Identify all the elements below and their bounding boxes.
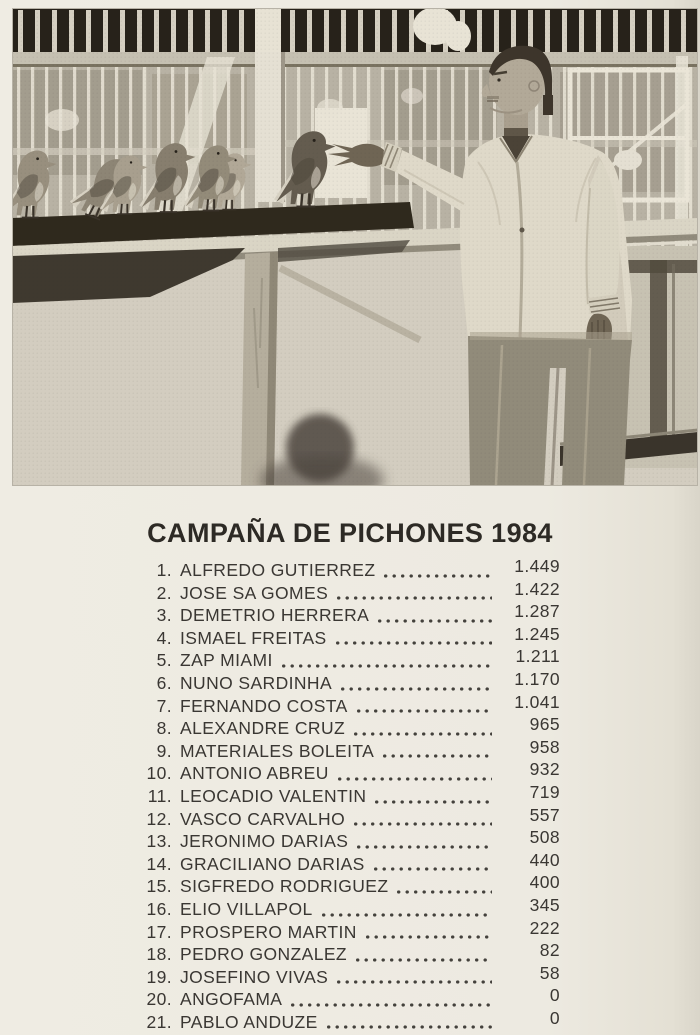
rank-number: 14.	[146, 853, 172, 874]
points-value: 400	[529, 872, 560, 893]
rank-number: 13.	[146, 831, 172, 852]
competitor-name: PEDRO GONZALEZ	[180, 944, 348, 965]
rank-number: 1.	[156, 560, 172, 580]
competitor-name: JOSEFINO VIVAS	[180, 966, 329, 987]
ranking-row	[141, 962, 560, 989]
dot-leader	[375, 800, 492, 804]
competitor-name: JERONIMO DARIAS	[180, 831, 349, 852]
points-value: 965	[529, 714, 560, 735]
competitor-name: PROSPERO MARTIN	[180, 921, 357, 942]
points-value: 58	[539, 962, 560, 983]
points-value: 0	[549, 985, 560, 1006]
dot-leader	[341, 687, 492, 691]
competitor-name: SIGFREDO RODRIGUEZ	[180, 876, 389, 897]
rank-number: 2.	[156, 582, 172, 603]
dot-leader	[337, 596, 492, 600]
ranking-row	[141, 556, 560, 582]
ranking-row	[141, 940, 560, 966]
ranking-row	[141, 668, 560, 695]
points-value: 440	[529, 849, 560, 870]
dot-leader	[384, 574, 492, 578]
page-title: CAMPAÑA DE PICHONES 1984	[147, 518, 553, 549]
rank-number: 15.	[146, 876, 172, 897]
ranking-row	[141, 578, 560, 605]
ranking-row	[141, 985, 560, 1011]
competitor-name: ALEXANDRE CRUZ	[180, 718, 346, 739]
rank-number: 20.	[146, 989, 172, 1010]
points-value: 508	[529, 827, 560, 848]
dot-leader	[383, 754, 492, 758]
sepia-tint	[12, 8, 698, 486]
ranking-row	[141, 646, 560, 672]
competitor-name: ALFREDO GUTIERREZ	[180, 560, 376, 580]
rank-number: 21.	[146, 1011, 172, 1032]
points-value: 1.449	[514, 556, 560, 576]
dot-leader	[357, 709, 492, 713]
dot-leader	[356, 958, 492, 962]
rank-number: 3.	[156, 605, 172, 626]
points-value: 1.245	[514, 623, 560, 644]
points-value: 557	[529, 804, 560, 825]
dot-leader	[374, 867, 492, 871]
rank-number: 19.	[146, 966, 172, 987]
competitor-name: GRACILIANO DARIAS	[180, 853, 365, 874]
rank-number: 12.	[146, 808, 172, 829]
rank-number: 8.	[156, 718, 172, 739]
rank-number: 18.	[146, 944, 172, 965]
competitor-name: LEOCADIO VALENTIN	[180, 785, 367, 806]
photo-man-with-pigeons	[12, 8, 698, 486]
competitor-name: FERNANDO COSTA	[180, 695, 348, 716]
ranking-row	[141, 917, 560, 944]
ranking-row	[141, 601, 560, 627]
points-value: 1.041	[514, 691, 560, 712]
competitor-name: PABLO ANDUZE	[180, 1011, 318, 1032]
points-value: 719	[529, 781, 560, 802]
competitor-name: ANTONIO ABREU	[180, 763, 329, 784]
dot-leader	[354, 822, 492, 826]
competitor-name: ZAP MIAMI	[180, 650, 273, 671]
dot-leader	[291, 1003, 492, 1007]
ranking-row	[141, 759, 560, 785]
ranking-row	[141, 1007, 560, 1034]
points-value: 932	[529, 759, 560, 780]
ranking-list	[141, 556, 560, 1033]
points-value: 958	[529, 736, 560, 757]
ranking-row	[141, 623, 560, 650]
ranking-row	[141, 691, 560, 718]
ranking-row	[141, 872, 560, 898]
ranking-row	[141, 714, 560, 740]
competitor-name: JOSE SA GOMES	[180, 582, 329, 603]
points-value: 0	[549, 1007, 560, 1028]
competitor-name: ANGOFAMA	[180, 989, 283, 1010]
competitor-name: DEMETRIO HERRERA	[180, 605, 370, 626]
dot-leader	[338, 777, 492, 781]
competitor-name: NUNO SARDINHA	[180, 672, 333, 693]
competitor-name: ELIO VILLAPOL	[180, 898, 313, 919]
ranking-row	[141, 804, 560, 831]
points-value: 222	[529, 917, 560, 938]
dot-leader	[336, 641, 492, 645]
rank-number: 11.	[147, 785, 172, 806]
competitor-name: VASCO CARVALHO	[180, 808, 346, 829]
rank-number: 16.	[146, 898, 172, 919]
rank-number: 4.	[156, 627, 172, 648]
competitor-name: MATERIALES BOLEITA	[180, 740, 375, 761]
dot-leader	[327, 1025, 492, 1029]
dot-leader	[337, 980, 492, 984]
dot-leader	[378, 619, 492, 623]
ranking-row	[141, 781, 560, 808]
rank-number: 7.	[156, 695, 172, 716]
dot-leader	[397, 890, 492, 894]
ranking-row	[141, 849, 560, 876]
dot-leader	[354, 732, 492, 736]
competitor-name: ISMAEL FREITAS	[180, 627, 327, 648]
rank-number: 9.	[156, 740, 172, 761]
rank-number: 5.	[156, 650, 172, 671]
rank-number: 10.	[146, 763, 172, 784]
rank-number: 6.	[156, 672, 172, 693]
points-value: 82	[539, 940, 560, 961]
points-value: 1.170	[514, 668, 560, 689]
ranking-row	[141, 894, 560, 921]
dot-leader	[322, 913, 492, 917]
photo-illustration	[12, 8, 698, 486]
ranking-row	[141, 827, 560, 853]
dot-leader	[282, 664, 492, 668]
points-value: 345	[529, 894, 560, 915]
rank-number: 17.	[146, 921, 172, 942]
ranking-row	[141, 736, 560, 763]
points-value: 1.287	[514, 601, 560, 622]
dot-leader	[357, 845, 492, 849]
dot-leader	[366, 935, 492, 939]
points-value: 1.211	[515, 646, 560, 667]
points-value: 1.422	[514, 578, 560, 599]
